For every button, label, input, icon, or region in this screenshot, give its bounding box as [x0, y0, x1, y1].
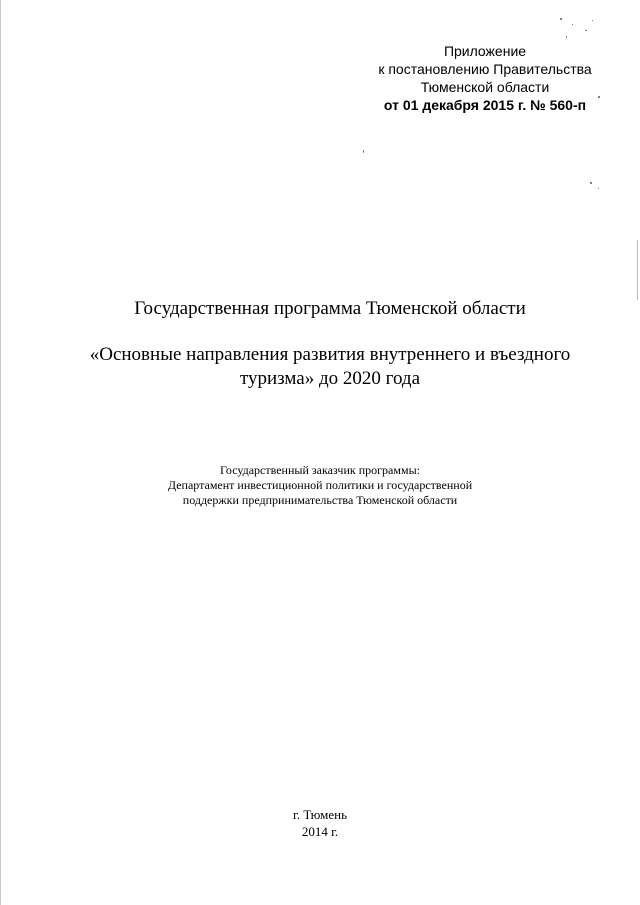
- footer-block: [270, 806, 370, 840]
- program-name: [60, 343, 600, 391]
- scan-speck: [363, 150, 364, 153]
- footer-year: 2014 г.: [301, 824, 339, 839]
- customer-label: Государственный заказчик программы:: [220, 463, 420, 477]
- scan-speck: [560, 18, 562, 20]
- scan-speck: [566, 36, 567, 38]
- annex-block: [340, 42, 630, 114]
- program-title: Государственная программа Тюменской области: [134, 298, 526, 319]
- customer-name-line: поддержки предпринимательства Тюменской области: [182, 493, 458, 507]
- annex-resolution-line: к постановлению Правительства: [378, 61, 592, 77]
- annex-date-number: от 01 декабря 2015 г. № 560-п: [383, 97, 587, 113]
- scan-speck: [590, 182, 592, 184]
- program-name-line: туризма» до 2020 года: [239, 368, 421, 389]
- scan-edge-right: [637, 240, 638, 300]
- scan-speck: [598, 188, 599, 189]
- customer-name-line: Департамент инвестиционной политики и государственной: [167, 478, 473, 492]
- scan-speck: [572, 24, 573, 25]
- scan-speck: [592, 20, 593, 21]
- customer-block: [140, 463, 500, 508]
- annex-heading: Приложение: [443, 43, 527, 59]
- footer-city: г. Тюмень: [292, 807, 348, 822]
- scan-edge-left: [0, 0, 1, 905]
- program-name-line: «Основные направления развития внутреннего и въездного: [89, 344, 571, 365]
- scan-speck: [585, 30, 587, 31]
- annex-region-line: Тюменской области: [420, 79, 550, 95]
